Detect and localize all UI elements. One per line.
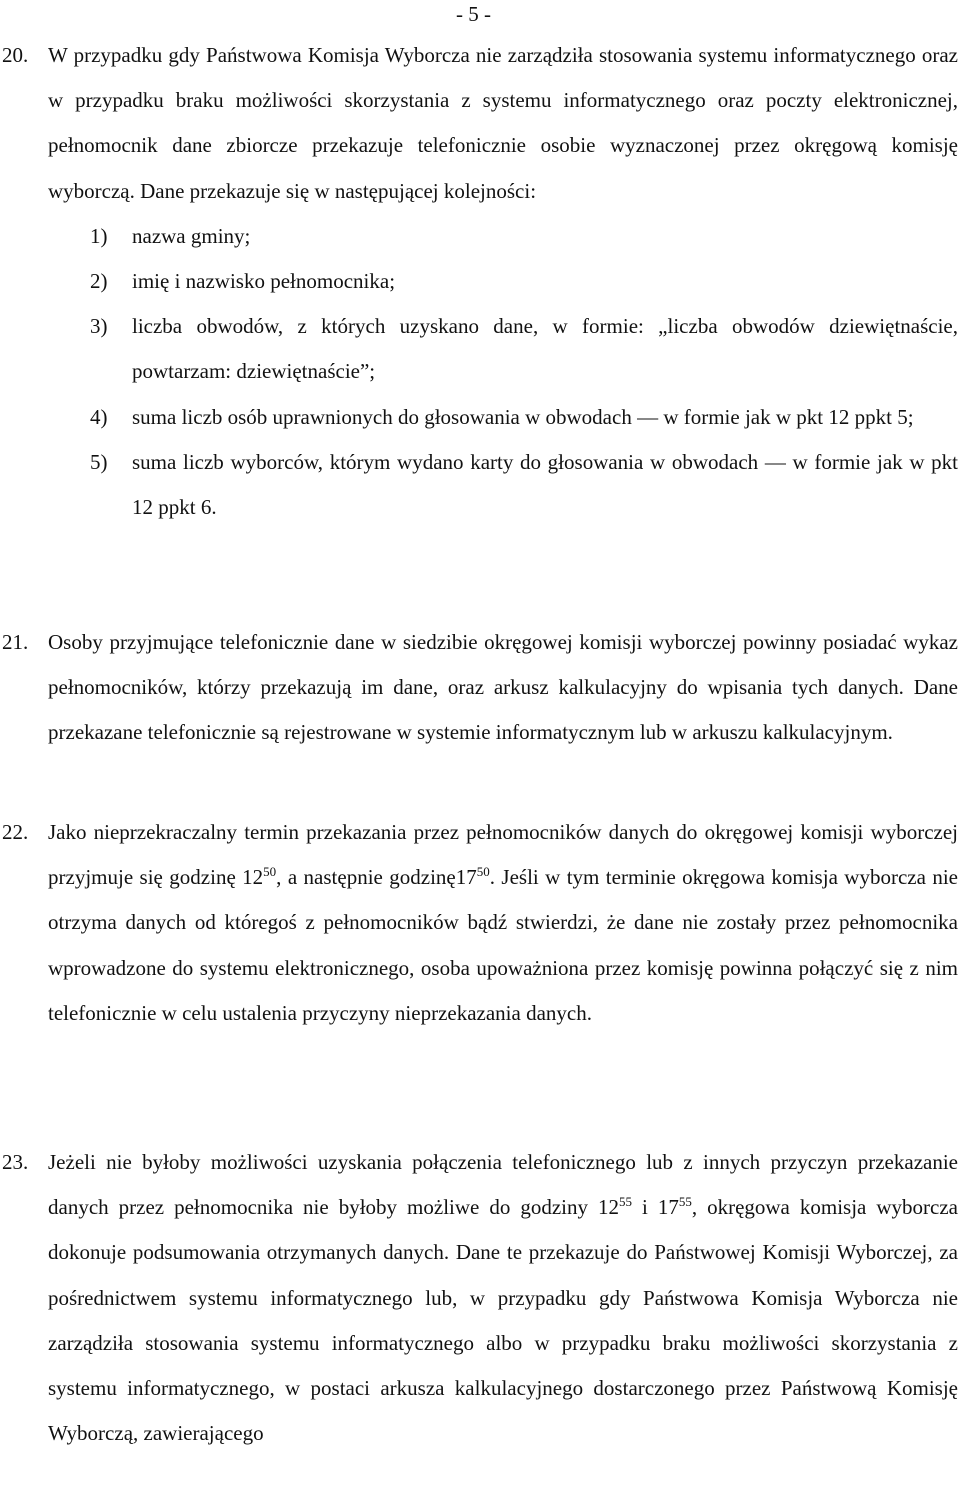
page-number: - 5 - — [456, 2, 491, 26]
superscript: 55 — [619, 1194, 632, 1210]
section-20 — [2, 33, 958, 530]
list-item-text: nazwa gminy; — [132, 223, 251, 248]
text-part: Jeżeli nie byłoby możliwości uzyskania połączenia telefonicznego lub z innych przyczyn przekazanie danych przez pełnomocnika nie byłoby możliwe do godziny 12 — [48, 1150, 958, 1220]
list-item-number: 1) — [90, 223, 108, 248]
section-22 — [2, 810, 958, 1036]
list-item-text: suma liczb wyborców, którym wydano karty do głosowania w obwodach — w formie jak w pkt 12 ppkt 6. — [132, 449, 958, 520]
list-item — [48, 395, 958, 440]
list-item-number: 2) — [90, 269, 108, 294]
superscript: 50 — [263, 864, 277, 880]
list-item-number: 3) — [90, 314, 108, 339]
list-item — [48, 304, 958, 394]
section-text — [48, 810, 958, 1036]
list-item-text: suma liczb osób uprawnionych do głosowania w obwodach — w formie jak w pkt 12 ppkt 5; — [132, 404, 914, 429]
list-item — [48, 440, 958, 530]
list-item-number: 4) — [90, 404, 108, 429]
text-part: . Jeśli w tym terminie okręgowa komisja wyborcza nie otrzyma danych od któregoś z pełnomocników bądź stwierdzi, że dane nie zostały przez pełnomocnika wprowadzone do systemu elektronicznego, osoba upoważniona przez komisję powinna połączyć się z nim telefonicznie w celu ustalenia przyczyny nieprzekazania danych. — [48, 865, 958, 1025]
section-21 — [2, 620, 958, 756]
section-text — [48, 1140, 958, 1456]
text-part: i 17 — [632, 1195, 679, 1220]
list-item — [48, 259, 958, 304]
section-number: 23. — [2, 1150, 29, 1174]
list-item-number: 5) — [90, 449, 108, 474]
list-item — [48, 214, 958, 259]
section-text: W przypadku gdy Państwowa Komisja Wyborcza nie zarządziła stosowania systemu informatycznego oraz w przypadku braku możliwości skorzystania z systemu informatycznego oraz poczty elektronicznej, pełnomocnik dane zbiorcze przekazuje telefonicznie osobie wyznaczonej przez okręgową komisję wyborczą. Dane przekazuje się w następującej kolejności: — [48, 43, 958, 203]
text-part: , a następnie godzinę17 — [276, 865, 477, 890]
superscript: 50 — [476, 864, 490, 880]
section-number: 21. — [2, 630, 29, 654]
section-number: 22. — [2, 820, 29, 844]
section-23 — [2, 1140, 958, 1456]
list-item-text: imię i nazwisko pełnomocnika; — [132, 269, 396, 294]
text-part: , okręgowa komisja wyborcza dokonuje podsumowania otrzymanych danych. Dane te przekazuje do Państwowej Komisji Wyborczej, za pośrednictwem systemu informatycznego lub, w przypadku gdy Państwowa Komisja Wyborcza nie zarządziła stosowania systemu informatycznego albo w przypadku braku możliwości skorzystania z systemu informatycznego, w postaci arkusza kalkulacyjnego dostarczonego przez Państwową Komisję Wyborczą, zawierającego — [48, 1195, 958, 1446]
superscript: 55 — [678, 1194, 692, 1210]
list-item-text: liczba obwodów, z których uzyskano dane, w formie: „liczba obwodów dziewiętnaście, powtarzam: dziewiętnaście”; — [132, 314, 958, 384]
text-part: Jako nieprzekraczalny termin przekazania przez pełnomocników danych do okręgowej komisji wyborczej przyjmuje się godzinę 12 — [48, 820, 958, 890]
section-number: 20. — [2, 43, 29, 67]
section-text: Osoby przyjmujące telefonicznie dane w siedzibie okręgowej komisji wyborczej powinny posiadać wykaz pełnomocników, którzy przekazują im dane, oraz arkusz kalkulacyjny do wpisania tych danych. Dane przekazane telefonicznie są rejestrowane w systemie informatycznym lub w arkuszu kalkulacyjnym. — [48, 630, 958, 745]
